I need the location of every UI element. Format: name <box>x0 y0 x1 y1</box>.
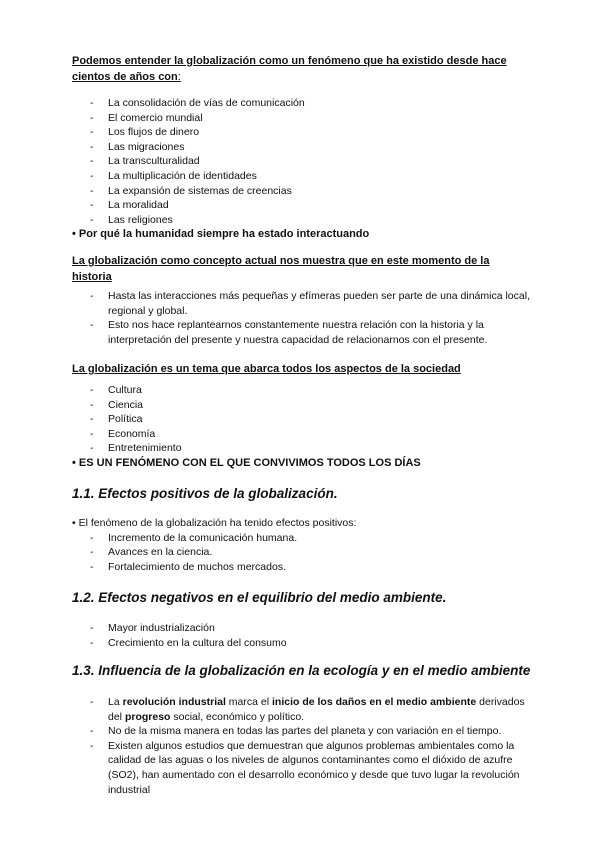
list-item: - Las migraciones <box>72 140 532 155</box>
list-item: - Economía <box>72 427 532 442</box>
list-item: - La consolidación de vías de comunicación <box>72 96 532 111</box>
section-title: 1.2. Efectos negativos en el equilibrio del medio ambiente. <box>72 590 447 605</box>
list-item: - Los flujos de dinero <box>72 125 532 140</box>
section-negative-effects <box>72 589 532 650</box>
bullet-note: • ES UN FENÓMENO CON EL QUE CONVIVIMOS TODOS LOS DÍAS <box>72 456 421 469</box>
heading: Podemos entender la globalización como un fenómeno que ha existido desde hace cientos de años con <box>72 55 507 83</box>
list-item: - La revolución industrial marca el inicio de los daños en el medio ambiente derivados del progreso social, económico y político. <box>72 695 532 724</box>
list-item: - El comercio mundial <box>72 111 532 126</box>
list-item: - Cultura <box>72 383 532 398</box>
list-item: - Ciencia <box>72 398 532 413</box>
list-item: - Avances en la ciencia. <box>72 545 532 560</box>
list-item: - Mayor industrialización <box>72 621 532 636</box>
list-item: - Fortalecimiento de muchos mercados. <box>72 560 532 575</box>
list-item: - La expansión de sistemas de creencias <box>72 184 532 199</box>
list <box>72 621 532 650</box>
section-aspects <box>72 361 532 471</box>
section-ecology <box>72 662 532 797</box>
list-item: - Política <box>72 412 532 427</box>
list-item: - Crecimiento en la cultura del consumo <box>72 636 532 651</box>
list-item: - Esto nos hace replantearnos constantemente nuestra relación con la historia y la interpretación del presente y nuestra capacidad de relacionarnos con el presente. <box>72 318 532 347</box>
list-item: - La moralidad <box>72 198 532 213</box>
list-item: - Hasta las interacciones más pequeñas y efímeras pueden ser parte de una dinámica local, regional y global. <box>72 289 532 318</box>
list <box>72 531 532 575</box>
section-title: 1.1. Efectos positivos de la globalización. <box>72 486 338 501</box>
section-current-concept <box>72 253 532 347</box>
section-title: 1.3. Influencia de la globalización en la ecología y en el medio ambiente <box>72 663 531 678</box>
list <box>72 695 532 797</box>
list <box>72 96 532 227</box>
section-positive-effects <box>72 485 532 574</box>
list <box>72 289 532 347</box>
list-item: - No de la misma manera en todas las partes del planeta y con variación en el tiempo. <box>72 724 532 739</box>
heading: La globalización como concepto actual nos muestra que en este momento de la historia <box>72 255 490 283</box>
list-item: - La transculturalidad <box>72 154 532 169</box>
section-historical: Podemos entender la globalización como un fenómeno que ha existido desde hace cientos de años con: - La consolidación de vías de comunicación - El comercio mundial - Los flujos de dinero - Las migraciones - La transculturalidad - La multiplicación de identidades - La expansión de sistemas de creencias - La moralidad - Las religiones • Por qué la humanidad siempre ha estado interactuando <box>72 53 532 242</box>
list-item: - Incremento de la comunicación humana. <box>72 531 532 546</box>
bullet-note: • Por qué la humanidad siempre ha estado interactuando <box>72 228 370 241</box>
list <box>72 383 532 456</box>
list-item: - Existen algunos estudios que demuestran que algunos problemas ambientales como la calidad de las aguas o los niveles de algunos contaminantes como el dióxido de azufre (SO2), han aumentado con el desarrollo económico y desde que tuvo lugar la revolución industrial <box>72 739 532 797</box>
heading: La globalización es un tema que abarca todos los aspectos de la sociedad <box>72 363 461 375</box>
list-item: - La multiplicación de identidades <box>72 169 532 184</box>
bullet-note: • El fenómeno de la globalización ha tenido efectos positivos: <box>72 517 357 529</box>
list-item: - Las religiones <box>72 213 532 228</box>
list-item: - Entretenimiento <box>72 441 532 456</box>
